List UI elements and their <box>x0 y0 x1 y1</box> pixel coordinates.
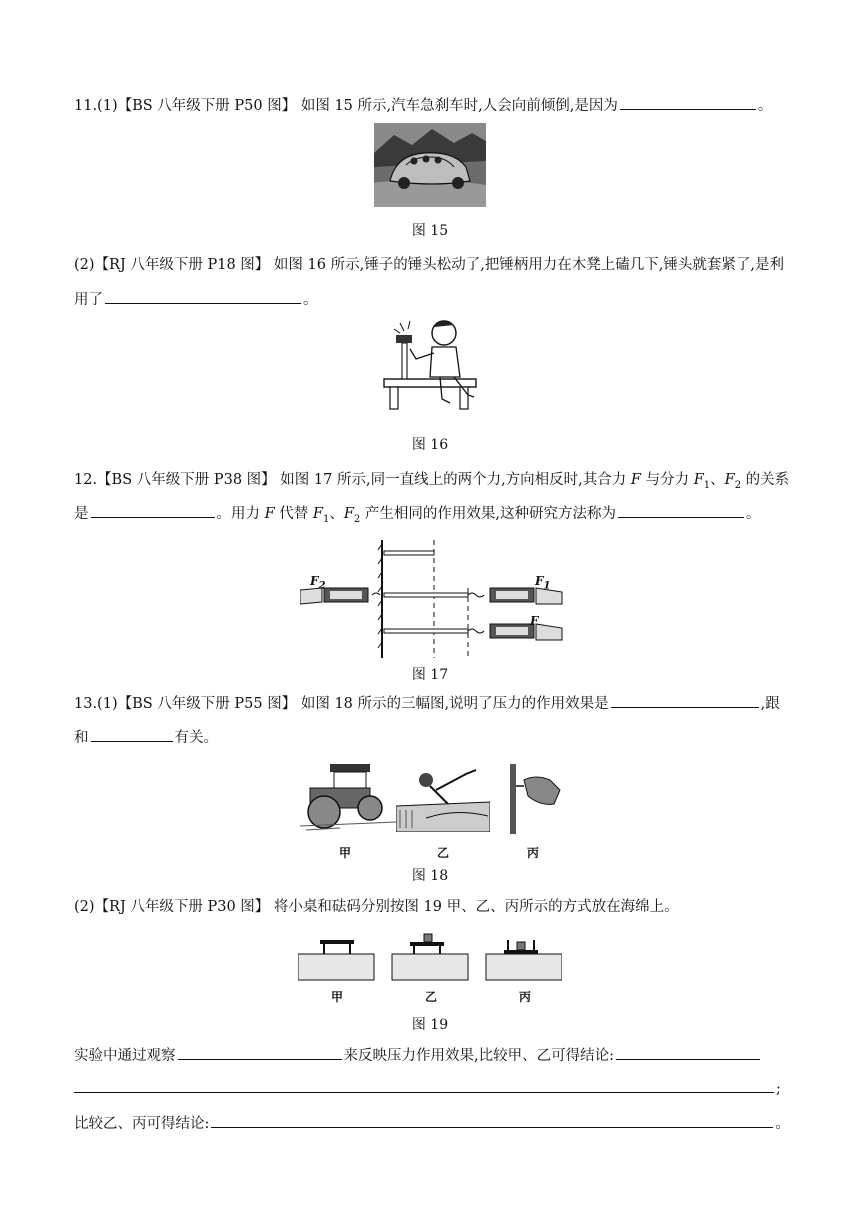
text: 是 <box>74 506 89 522</box>
fig19-label-bing: 丙 <box>519 990 532 1004</box>
fig18-label-bing: 丙 <box>527 846 540 860</box>
punct: ; <box>776 1081 781 1097</box>
text: 产生相同的作用效果,这种研究方法称为 <box>360 506 616 522</box>
fig18-label-yi: 乙 <box>437 846 450 860</box>
subscript: 2 <box>734 479 742 491</box>
subscript: 1 <box>322 513 330 525</box>
answer-blank[interactable] <box>611 693 759 708</box>
text: 与分力 <box>640 472 694 488</box>
car-braking-figure <box>374 123 486 207</box>
answer-blank[interactable] <box>618 503 744 518</box>
fig16-caption: 图 16 <box>411 437 449 453</box>
symbol-F2: F <box>343 506 354 522</box>
answer-blank[interactable] <box>616 1045 760 1060</box>
fig17-caption: 图 17 <box>411 667 449 683</box>
fig18-label-jia: 甲 <box>339 846 352 860</box>
fig19-caption: 图 19 <box>411 1017 449 1033</box>
punct: 。 <box>303 292 318 308</box>
fig18-caption: 图 18 <box>411 868 449 884</box>
q11-part1-text: 11.(1)【BS 八年级下册 P50 图】 如图 15 所示,汽车急刹车时,人会向前倾倒,是因为 <box>74 98 618 114</box>
subscript: 1 <box>703 479 711 491</box>
q13-answer-line3 <box>74 1112 790 1133</box>
q13-part1-line2 <box>74 726 218 747</box>
separator: 、 <box>329 506 344 522</box>
q11-part2-line1: (2)【RJ 八年级下册 P18 图】 如图 16 所示,锤子的锤头松动了,把锤柄用力在木凳上磕几下,锤头就套紧了,是利 <box>74 257 785 273</box>
symbol-F: F <box>264 506 275 522</box>
text: 实验中通过观察 <box>74 1048 176 1064</box>
answer-blank[interactable] <box>105 289 301 304</box>
thumb-pin-image <box>506 764 562 834</box>
q13-part1-line1 <box>74 692 780 713</box>
answer-blank[interactable] <box>74 1078 774 1093</box>
text: 的关系 <box>741 472 790 488</box>
q11-part1 <box>74 94 772 115</box>
text: 代替 <box>274 506 313 522</box>
answer-blank[interactable] <box>91 727 173 742</box>
text: 来反映压力作用效果,比较甲、乙可得结论: <box>343 1048 614 1064</box>
text: 用了 <box>74 292 103 308</box>
q13-part2-line1: (2)【RJ 八年级下册 P30 图】 将小桌和砝码分别按图 19 甲、乙、丙所示的方式放在海绵上。 <box>74 899 679 915</box>
answer-blank[interactable] <box>178 1045 342 1060</box>
q13-answer-line1 <box>74 1044 762 1065</box>
hammer-bench-figure <box>380 313 480 413</box>
q13-answer-line2 <box>74 1078 781 1097</box>
symbol-F1: F <box>693 472 704 488</box>
fig19-label-yi: 乙 <box>425 990 438 1004</box>
subscript: 2 <box>318 580 326 592</box>
answer-blank[interactable] <box>211 1113 773 1128</box>
fig19-label-jia: 甲 <box>331 990 344 1004</box>
spring-balance-figure <box>300 538 564 660</box>
label-text: F <box>310 574 319 588</box>
fig15-caption: 图 15 <box>411 223 449 239</box>
label-F1 <box>535 574 551 591</box>
separator: 、 <box>710 472 725 488</box>
text: 有关。 <box>174 730 218 746</box>
symbol-F1: F <box>312 506 323 522</box>
label-F: F <box>530 614 539 628</box>
punct: 。 <box>757 98 773 114</box>
text: 13.(1)【BS 八年级下册 P55 图】 如图 18 所示的三幅图,说明了压力的作用效果是 <box>74 696 609 712</box>
answer-blank[interactable] <box>620 95 756 110</box>
label-text: F <box>535 574 544 588</box>
punct: 。 <box>745 506 761 522</box>
q12-line2 <box>74 502 760 525</box>
subscript: 2 <box>353 513 361 525</box>
text: 比较乙、丙可得结论: <box>74 1116 210 1132</box>
subscript: 1 <box>543 580 551 592</box>
text: 12.【BS 八年级下册 P38 图】 如图 17 所示,同一直线上的两个力,方向相反时,其合力 <box>74 472 631 488</box>
q11-part2-line2 <box>74 288 318 309</box>
q12-line1 <box>74 468 789 491</box>
label-F2 <box>310 574 326 591</box>
diver-sand-image <box>396 766 490 832</box>
road-roller-image <box>300 760 400 832</box>
punct: 。 <box>775 1116 790 1132</box>
text: 。用力 <box>216 506 265 522</box>
symbol-F: F <box>630 472 641 488</box>
sponge-table-figure <box>298 930 562 986</box>
symbol-F2: F <box>724 472 735 488</box>
answer-blank[interactable] <box>91 503 215 518</box>
punct: ,跟 <box>760 696 780 712</box>
text: 和 <box>74 730 89 746</box>
